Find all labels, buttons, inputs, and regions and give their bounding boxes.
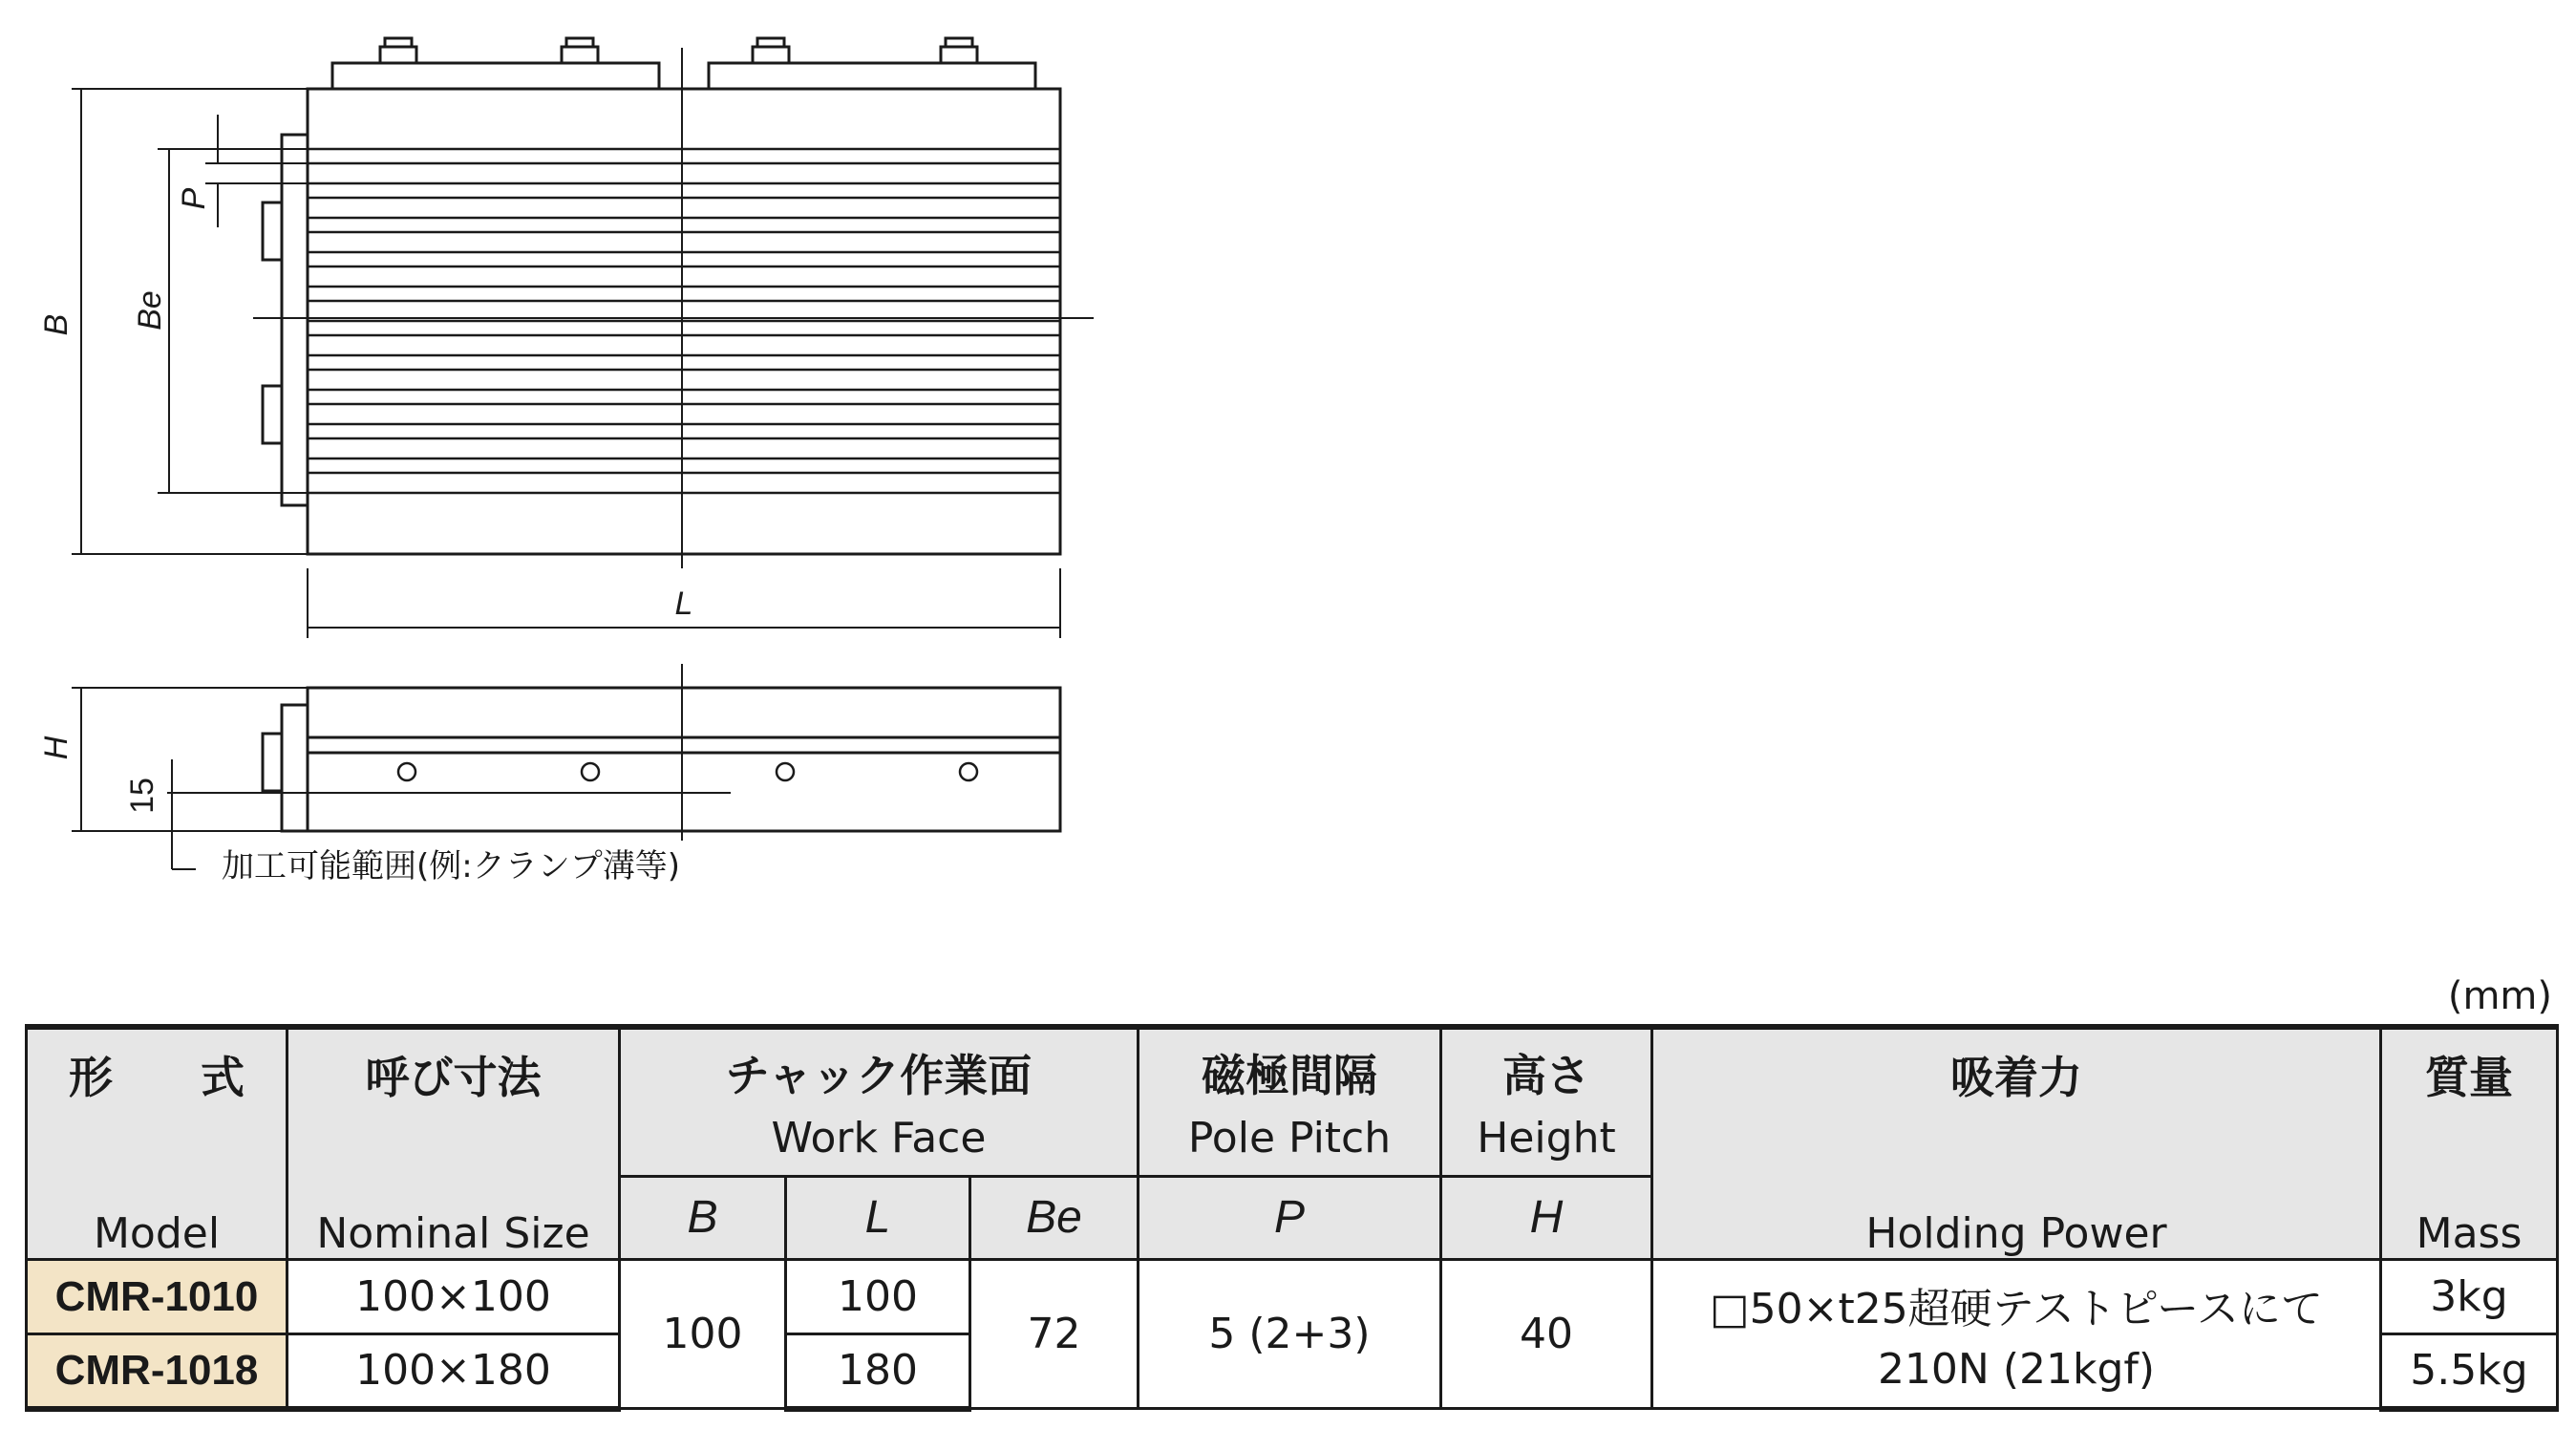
header-workface-jp: チャック作業面 xyxy=(725,1050,1033,1102)
dimension-H xyxy=(72,688,308,831)
size-cell: 100×180 xyxy=(287,1334,620,1409)
label-15: 15 xyxy=(124,778,160,814)
mass-cell: 3kg xyxy=(2381,1260,2558,1334)
header-pitch-en: Pole Pitch xyxy=(1187,1114,1392,1163)
header-height xyxy=(1441,1027,1652,1176)
top-bolt-icon xyxy=(380,38,977,63)
machinable-area-note: 加工可能範囲(例:クランプ溝等) xyxy=(222,847,680,885)
header-mass xyxy=(2381,1027,2558,1260)
dimension-P xyxy=(205,115,308,227)
subheader-L: L xyxy=(786,1176,970,1259)
model-cell: CMR-1018 xyxy=(27,1334,287,1409)
B-cell: 100 xyxy=(620,1260,786,1409)
holding-cell xyxy=(1652,1260,2381,1409)
L-cell: 100 xyxy=(786,1260,970,1334)
subheader-B: B xyxy=(620,1176,786,1259)
header-model-en: Model xyxy=(93,1209,221,1258)
subheader-P: P xyxy=(1139,1176,1441,1259)
top-clamp-plate-left xyxy=(332,63,659,89)
model-cell: CMR-1010 xyxy=(27,1260,287,1334)
side-holes xyxy=(398,763,977,780)
header-mass-jp: 質量 xyxy=(2425,1052,2513,1103)
header-pitch xyxy=(1139,1027,1441,1176)
header-pitch-jp: 磁極間隔 xyxy=(1202,1050,1377,1102)
label-P: P xyxy=(176,187,212,210)
holding-line-2: 210N (21kgf) xyxy=(1877,1345,2156,1394)
header-workface-en: Work Face xyxy=(771,1114,987,1163)
header-size xyxy=(287,1027,620,1260)
side-clamp-plate xyxy=(282,135,308,505)
P-cell: 5 (2+3) xyxy=(1139,1260,1441,1409)
header-height-en: Height xyxy=(1477,1114,1616,1163)
header-model-jp: 形 式 xyxy=(69,1052,245,1103)
header-holding xyxy=(1652,1027,2381,1260)
mass-cell: 5.5kg xyxy=(2381,1334,2558,1409)
pole-stripes xyxy=(308,149,1060,493)
label-Be: Be xyxy=(132,290,168,331)
header-holding-jp: 吸着力 xyxy=(1950,1052,2082,1103)
header-holding-en: Holding Power xyxy=(1865,1209,2167,1258)
L-cell: 180 xyxy=(786,1334,970,1409)
side-bolt-icon xyxy=(263,203,282,443)
label-L: L xyxy=(674,586,693,622)
header-size-jp: 呼び寸法 xyxy=(365,1052,542,1103)
table-row xyxy=(27,1260,2558,1334)
subheader-H: H xyxy=(1441,1176,1652,1259)
header-height-jp: 高さ xyxy=(1502,1050,1590,1102)
dimension-B xyxy=(72,89,308,554)
header-size-en: Nominal Size xyxy=(316,1209,590,1258)
label-B: B xyxy=(38,313,75,336)
top-clamp-plate-right xyxy=(709,63,1035,89)
H-cell: 40 xyxy=(1441,1260,1652,1409)
Be-cell: 72 xyxy=(970,1260,1139,1409)
center-lines xyxy=(253,48,1094,841)
spec-table xyxy=(25,1024,2559,1412)
header-model xyxy=(27,1027,287,1260)
side-clamp-plate-side-view xyxy=(282,705,308,831)
header-workface xyxy=(620,1027,1139,1176)
unit-label: (mm) xyxy=(2447,974,2552,1018)
holding-line-1: □50×t25超硬テストピースにて xyxy=(1710,1285,2323,1333)
chuck-body-side-view xyxy=(308,688,1060,831)
label-H: H xyxy=(38,736,75,760)
side-bolt-side-view-icon xyxy=(263,734,282,791)
header-mass-en: Mass xyxy=(2416,1209,2523,1258)
size-cell: 100×100 xyxy=(287,1260,620,1334)
subheader-Be: Be xyxy=(970,1176,1139,1259)
